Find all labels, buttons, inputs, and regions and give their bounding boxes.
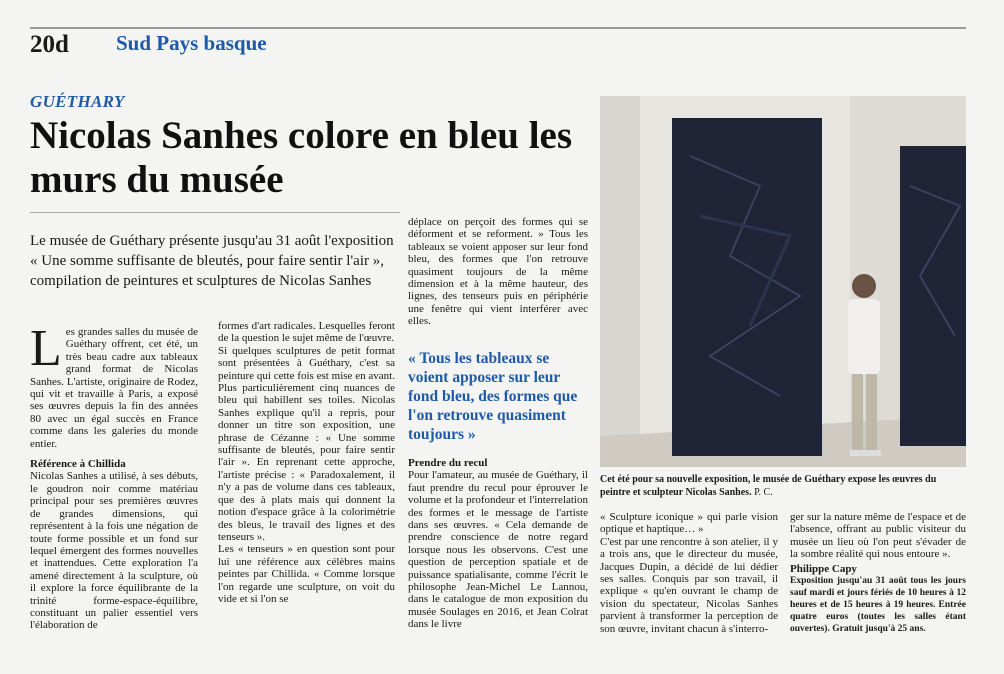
paragraph: « Sculpture iconique » qui parle vision optique et haptique… » bbox=[600, 511, 778, 536]
subheading: Prendre du recul bbox=[408, 457, 488, 469]
title-rule bbox=[30, 212, 400, 213]
author-signature: Philippe Capy bbox=[790, 562, 857, 575]
paragraph: ger sur la nature même de l'espace et de l'absence, offrant au public visiteur du musée un lieu où l'on peut s'évader de la sombre réalité qui nous entoure ». bbox=[790, 511, 966, 561]
article-photo bbox=[600, 96, 966, 467]
paragraph: es grandes salles du musée de Guéthary offrent, cet été, un très beau cadre aux tableaux grand format de Nicolas Sanhes. L'artiste, originaire de Rodez, qui vit et travaille à Paris, a exposé ses œuvres depuis la fin des années 80 avec un égal succès en France comme dans les galeries du monde entier. bbox=[30, 326, 198, 450]
paragraph: déplace on perçoit des formes qui se déforment et se reforment. » Tous les tableaux se voient apposer sur leur fond bleu, des formes que l'on retrouve quasiment toujours de la même dimension et à la même hauteur, des lignes, des tenseurs puis en périphérie une fenêtre qui vient interférer avec elles. bbox=[408, 216, 588, 328]
drop-cap: L bbox=[30, 320, 62, 377]
article-column-4 bbox=[600, 511, 778, 635]
page-number: 20d bbox=[30, 31, 69, 58]
exhibition-photo-illustration bbox=[600, 96, 966, 467]
paragraph: Pour l'amateur, au musée de Guéthary, il faut prendre du recul pour éprouver le volume et la profondeur et l'interrelation des formes et le message de l'artiste dans ses œuvres. « Cela demande de prendre conscience de notre regard lorsque nous les observons. C'est une question de perception spatiale et de puissance spatialisante, comme l'écrit le philosophe Jean-Michel Le Lannou, dans le catalogue de mon exposition du musée Soulages en 2016, et Jean Colrat dans le livre bbox=[408, 469, 588, 631]
subheading: Référence à Chillida bbox=[30, 458, 126, 471]
caption-text: Cet été pour sa nouvelle exposition, le musée de Guéthary expose les œuvres du peintre et sculpteur Nicolas Sanhes. bbox=[600, 474, 937, 498]
exhibition-info: Exposition jusqu'au 31 août tous les jours sauf mardi et jours fériés de 10 heures à 12 heures et de 15 heures à 19 heures. Entrée quatre euros (toutes les salles étant ouvertes). Gratuit jusqu'à 25 ans. bbox=[790, 576, 966, 635]
paragraph: formes d'art radicales. Lesquelles feront de la question le sujet même de l'œuvre. bbox=[218, 320, 395, 345]
pull-quote: « Tous les tableaux se voient apposer sur leur fond bleu, des formes que l'on retrouve quasiment toujours » bbox=[408, 350, 578, 443]
article-column-5 bbox=[790, 511, 966, 635]
article-chapo: Le musée de Guéthary présente jusqu'au 31 août l'exposition « Une somme suffisante de bleutés, pour faire sentir l'air », compilation de peintures et sculptures de Nicolas Sanhes bbox=[30, 233, 394, 289]
article-column-1 bbox=[30, 320, 198, 632]
paragraph: C'est par une rencontre à son atelier, il y a trois ans, que le directeur du musée, Jacques Dupin, a décidé de lui dédier ses salles. Conquis par son travail, il explique « qu'en ouvrant le champ de vision du spectateur, Nicolas Sanhes parvient à transformer la perception de son œuvre, invitant chacun à s'interro- bbox=[600, 535, 778, 635]
photo-credit: P. C. bbox=[754, 487, 773, 498]
photo-caption bbox=[600, 473, 966, 499]
article-column-2 bbox=[218, 320, 395, 605]
article-kicker: GUÉTHARY bbox=[30, 92, 125, 111]
paragraph: Si quelques sculptures de petit format sont présentées à Guéthary, c'est sa peinture qui cette fois est mise en avant. Plus particulièrement cinq nuances de bleu qui habillent ses toiles. Nicolas Sanhes explique qu'il a repris, pour donner un titre son exposition, une phrase de Cézanne : « Une somme suffisante de bleutés, pour faire sentir l'air ». En reprenant cette approche, l'artiste précise : « Paradoxalement, il n'y a pas de volume dans ces tableaux, que des à plats mais qui donnent la notion d'espace grâce à la colorimétrie des bleus, le travail des lignes et des tenseurs ». bbox=[218, 344, 395, 543]
article-title: Nicolas Sanhes colore en bleu les murs du musée bbox=[30, 114, 573, 201]
article-column-3-bottom bbox=[408, 457, 588, 631]
header-rule bbox=[30, 27, 966, 29]
paragraph: Les « tenseurs » en question sont pour lui une référence aux célèbres mains peintes par Chillida. « Comme lorsque l'on regarde une sculpture, on voit du vide et si l'on se bbox=[218, 543, 395, 605]
article-column-3-top bbox=[408, 216, 588, 328]
paragraph: Nicolas Sanhes a utilisé, à ses débuts, le goudron noir comme matériau principal pour ses premières œuvres de grandes dimensions, qui représentent à la fois une négation de toute forme possible et un fond sur lequel émergent des formes nouvelles et inattendues. Cette exploration l'a amené directement à la sculpture, où il explore la force équilibrante de la trinité forme-espace-équilibre, constituant un palier essentiel vers l'élaboration de bbox=[30, 470, 198, 632]
section-title: Sud Pays basque bbox=[116, 31, 267, 55]
